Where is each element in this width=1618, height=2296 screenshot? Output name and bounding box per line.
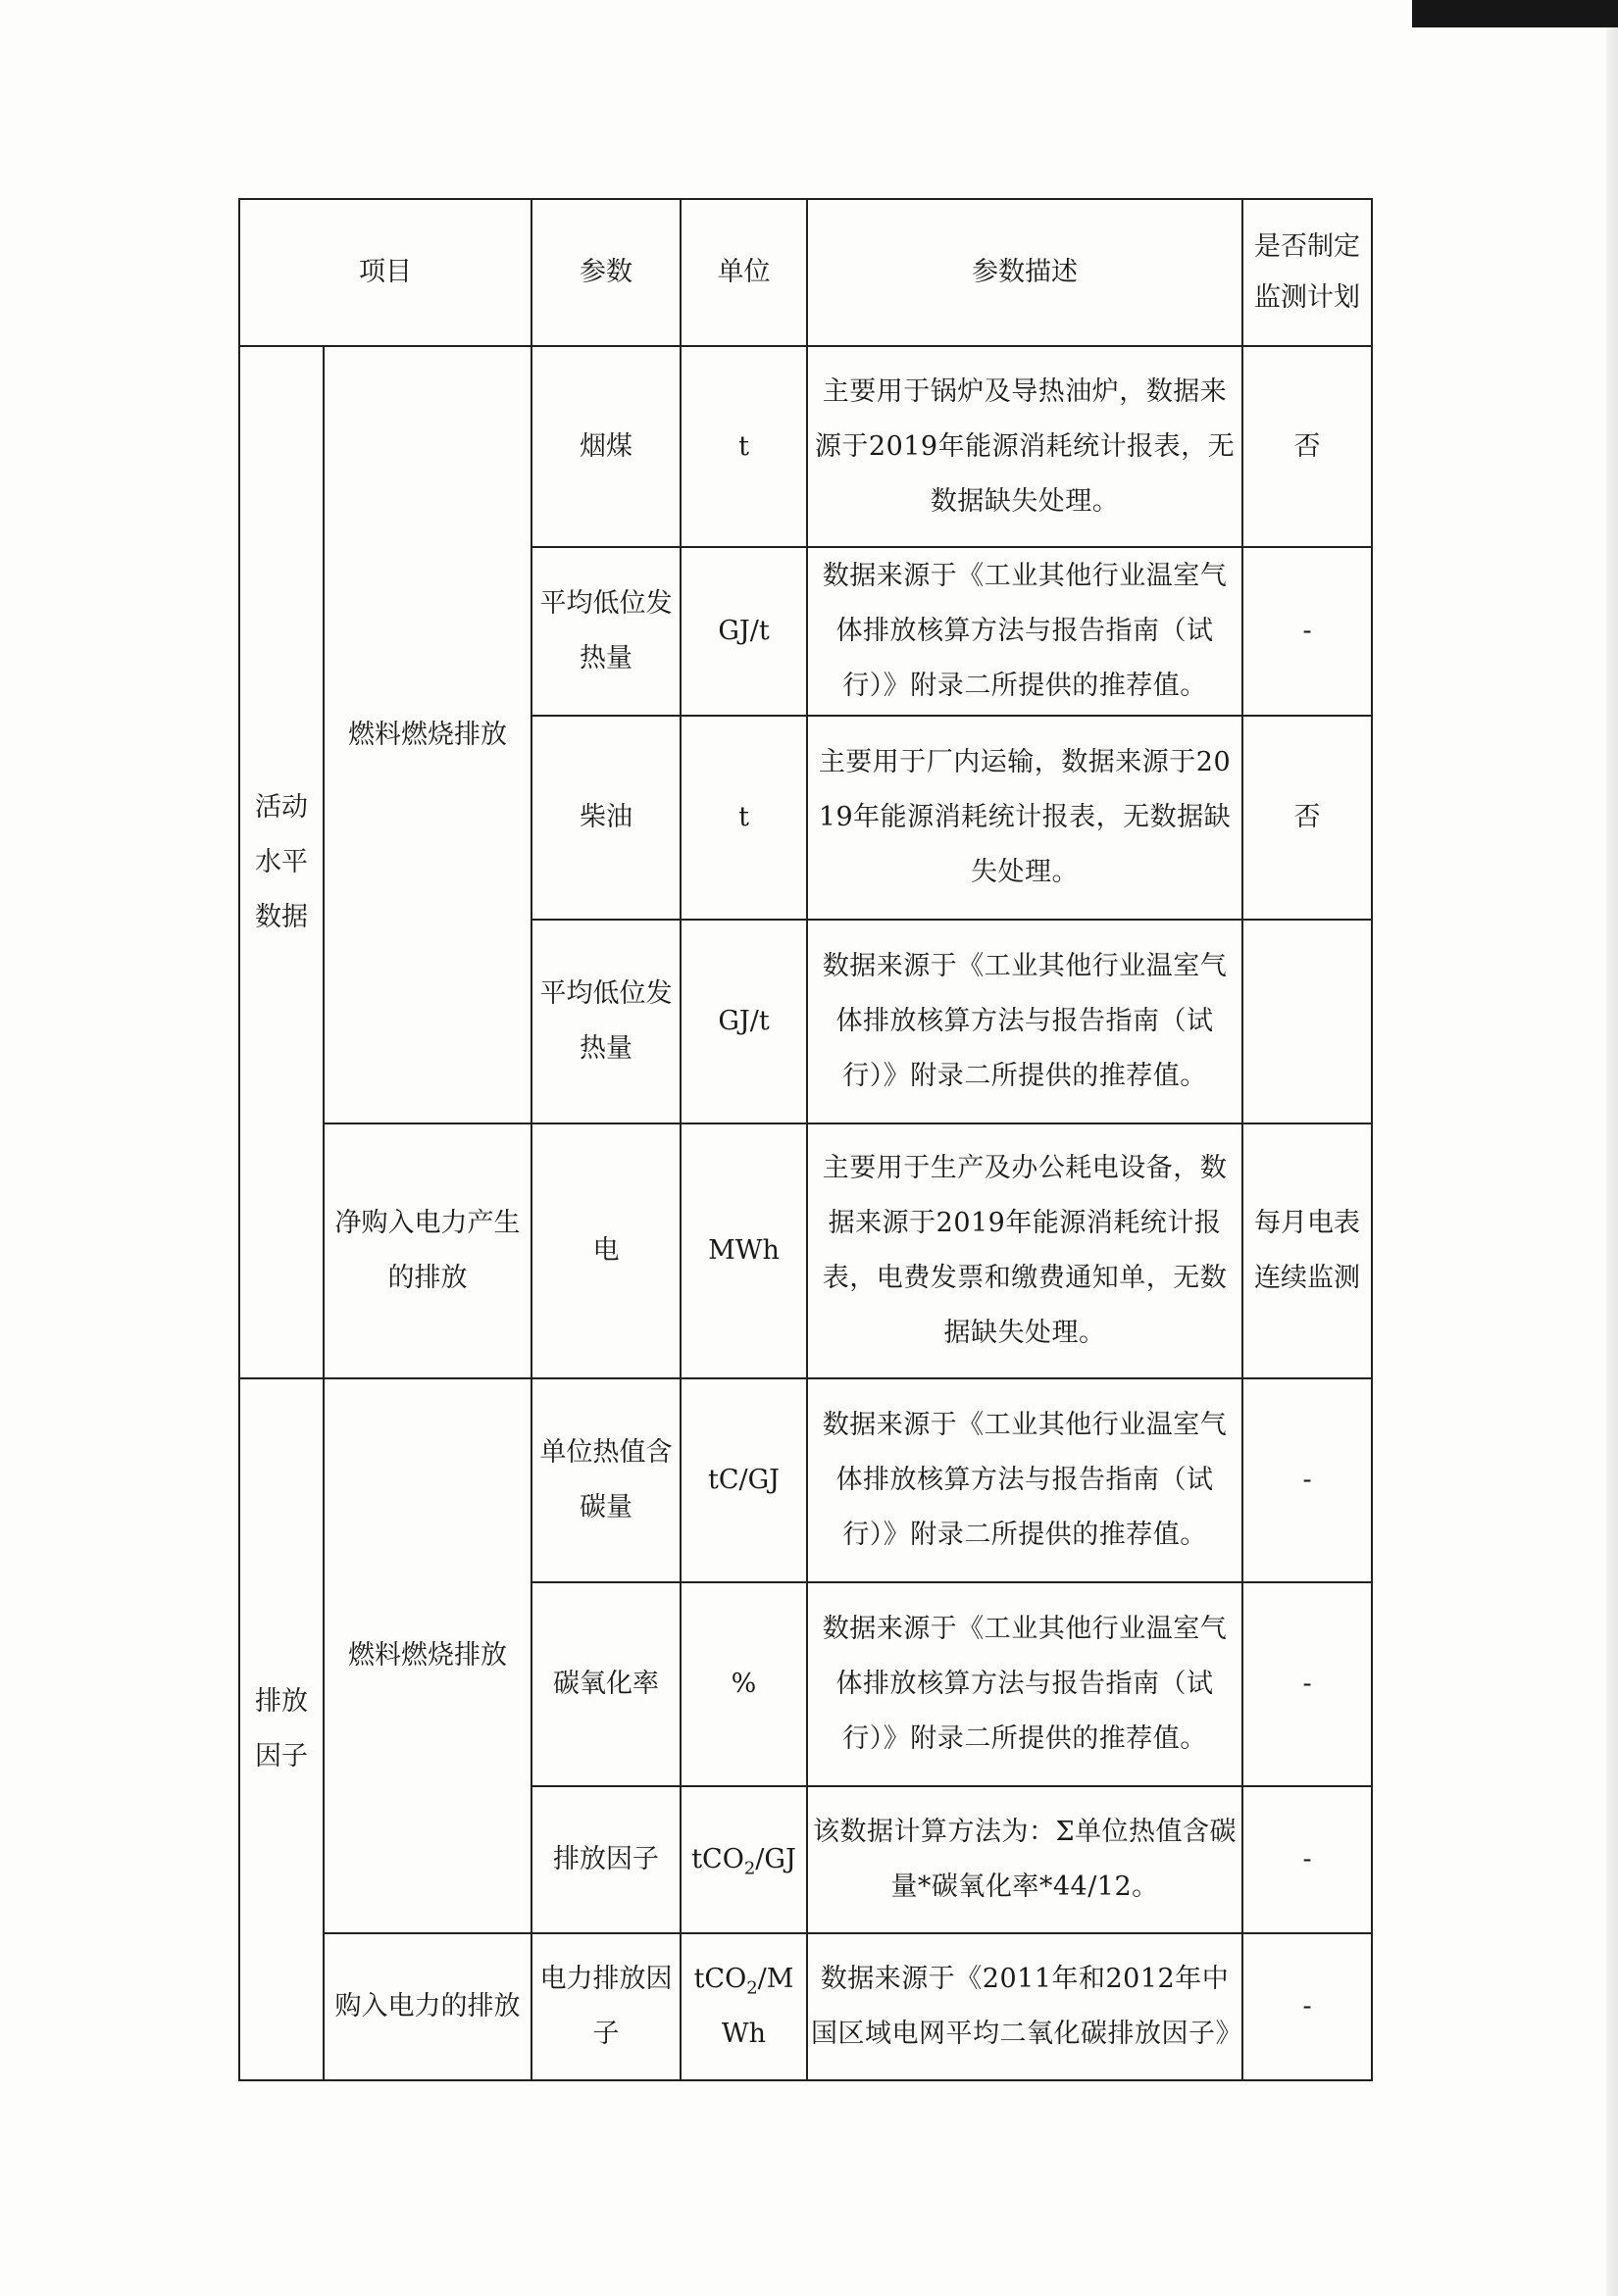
unit-post: /GJ <box>755 1844 796 1874</box>
unit-sub: 2 <box>743 1858 756 1879</box>
plan-cell: 否 <box>1242 346 1372 547</box>
param-cell: 柴油 <box>531 716 681 920</box>
group-fuel-combustion: 燃料燃烧排放 <box>324 1378 531 1933</box>
desc-cell: 主要用于生产及办公耗电设备，数据来源于2019年能源消耗统计报表，电费发票和缴费通知单，无数据缺失处理。 <box>807 1123 1242 1378</box>
header-param: 参数 <box>531 199 681 346</box>
header-item: 项目 <box>239 199 531 346</box>
desc-cell: 数据来源于《工业其他行业温室气体排放核算方法与报告指南（试行）》附录二所提供的推荐值。 <box>807 1378 1242 1582</box>
plan-cell: - <box>1242 1582 1372 1786</box>
category-activity-data <box>239 346 324 1378</box>
table-row <box>239 1378 1372 1582</box>
scan-edge-shade <box>1606 27 1618 2296</box>
param-cell: 碳氧化率 <box>531 1582 681 1786</box>
desc-cell: 数据来源于《工业其他行业温室气体排放核算方法与报告指南（试行）》附录二所提供的推荐值。 <box>807 547 1242 716</box>
group-purchased-power: 净购入电力产生的排放 <box>324 1123 531 1378</box>
category-emission-factor <box>239 1378 324 2080</box>
desc-cell: 主要用于厂内运输，数据来源于2019年能源消耗统计报表，无数据缺失处理。 <box>807 716 1242 920</box>
unit-cell: MWh <box>681 1123 807 1378</box>
scan-page-edge <box>1412 0 1618 2296</box>
group-fuel-combustion: 燃料燃烧排放 <box>324 346 531 1123</box>
plan-cell: - <box>1242 1933 1372 2080</box>
unit-cell: t <box>681 716 807 920</box>
unit-cell <box>681 1786 807 1933</box>
desc-cell: 该数据计算方法为：Σ单位热值含碳量*碳氧化率*44/12。 <box>807 1786 1242 1933</box>
unit-cell: % <box>681 1582 807 1786</box>
plan-cell: 否 <box>1242 716 1372 920</box>
group-purchased-power: 购入电力的排放 <box>324 1933 531 2080</box>
table-row <box>239 1123 1372 1378</box>
category-factor-label: 排放因子 <box>255 1686 308 1772</box>
unit-cell: GJ/t <box>681 920 807 1123</box>
unit-pre: tCO <box>691 1844 744 1874</box>
unit-cell: GJ/t <box>681 547 807 716</box>
unit-sub: 2 <box>746 1977 758 1999</box>
param-cell: 单位热值含碳量 <box>531 1378 681 1582</box>
desc-cell: 数据来源于《2011年和2012年中国区域电网平均二氧化碳排放因子》 <box>807 1933 1242 2080</box>
table-row <box>239 1933 1372 2080</box>
table-row <box>239 346 1372 547</box>
param-cell: 平均低位发热量 <box>531 920 681 1123</box>
header-desc: 参数描述 <box>807 199 1242 346</box>
header-unit: 单位 <box>681 199 807 346</box>
unit-cell: t <box>681 346 807 547</box>
plan-cell: 每月电表连续监测 <box>1242 1123 1372 1378</box>
param-cell: 烟煤 <box>531 346 681 547</box>
header-plan: 是否制定监测计划 <box>1242 199 1372 346</box>
scan-edge-dark <box>1412 0 1618 27</box>
desc-cell: 主要用于锅炉及导热油炉，数据来源于2019年能源消耗统计报表，无数据缺失处理。 <box>807 346 1242 547</box>
param-cell: 平均低位发热量 <box>531 547 681 716</box>
plan-cell: - <box>1242 1786 1372 1933</box>
param-cell: 排放因子 <box>531 1786 681 1933</box>
unit-cell: tC/GJ <box>681 1378 807 1582</box>
plan-cell: - <box>1242 547 1372 716</box>
param-cell: 电力排放因子 <box>531 1933 681 2080</box>
category-activity-label: 活动水平数据 <box>255 791 308 932</box>
param-cell: 电 <box>531 1123 681 1378</box>
table-header-row <box>239 199 1372 346</box>
desc-cell: 数据来源于《工业其他行业温室气体排放核算方法与报告指南（试行）》附录二所提供的推荐值。 <box>807 920 1242 1123</box>
monitoring-parameter-table <box>238 198 1373 2081</box>
unit-cell <box>681 1933 807 2080</box>
plan-cell <box>1242 920 1372 1123</box>
plan-cell: - <box>1242 1378 1372 1582</box>
desc-cell: 数据来源于《工业其他行业温室气体排放核算方法与报告指南（试行）》附录二所提供的推荐值。 <box>807 1582 1242 1786</box>
unit-pre: tCO <box>693 1964 747 1994</box>
unit-post: /MWh <box>721 1964 794 2049</box>
